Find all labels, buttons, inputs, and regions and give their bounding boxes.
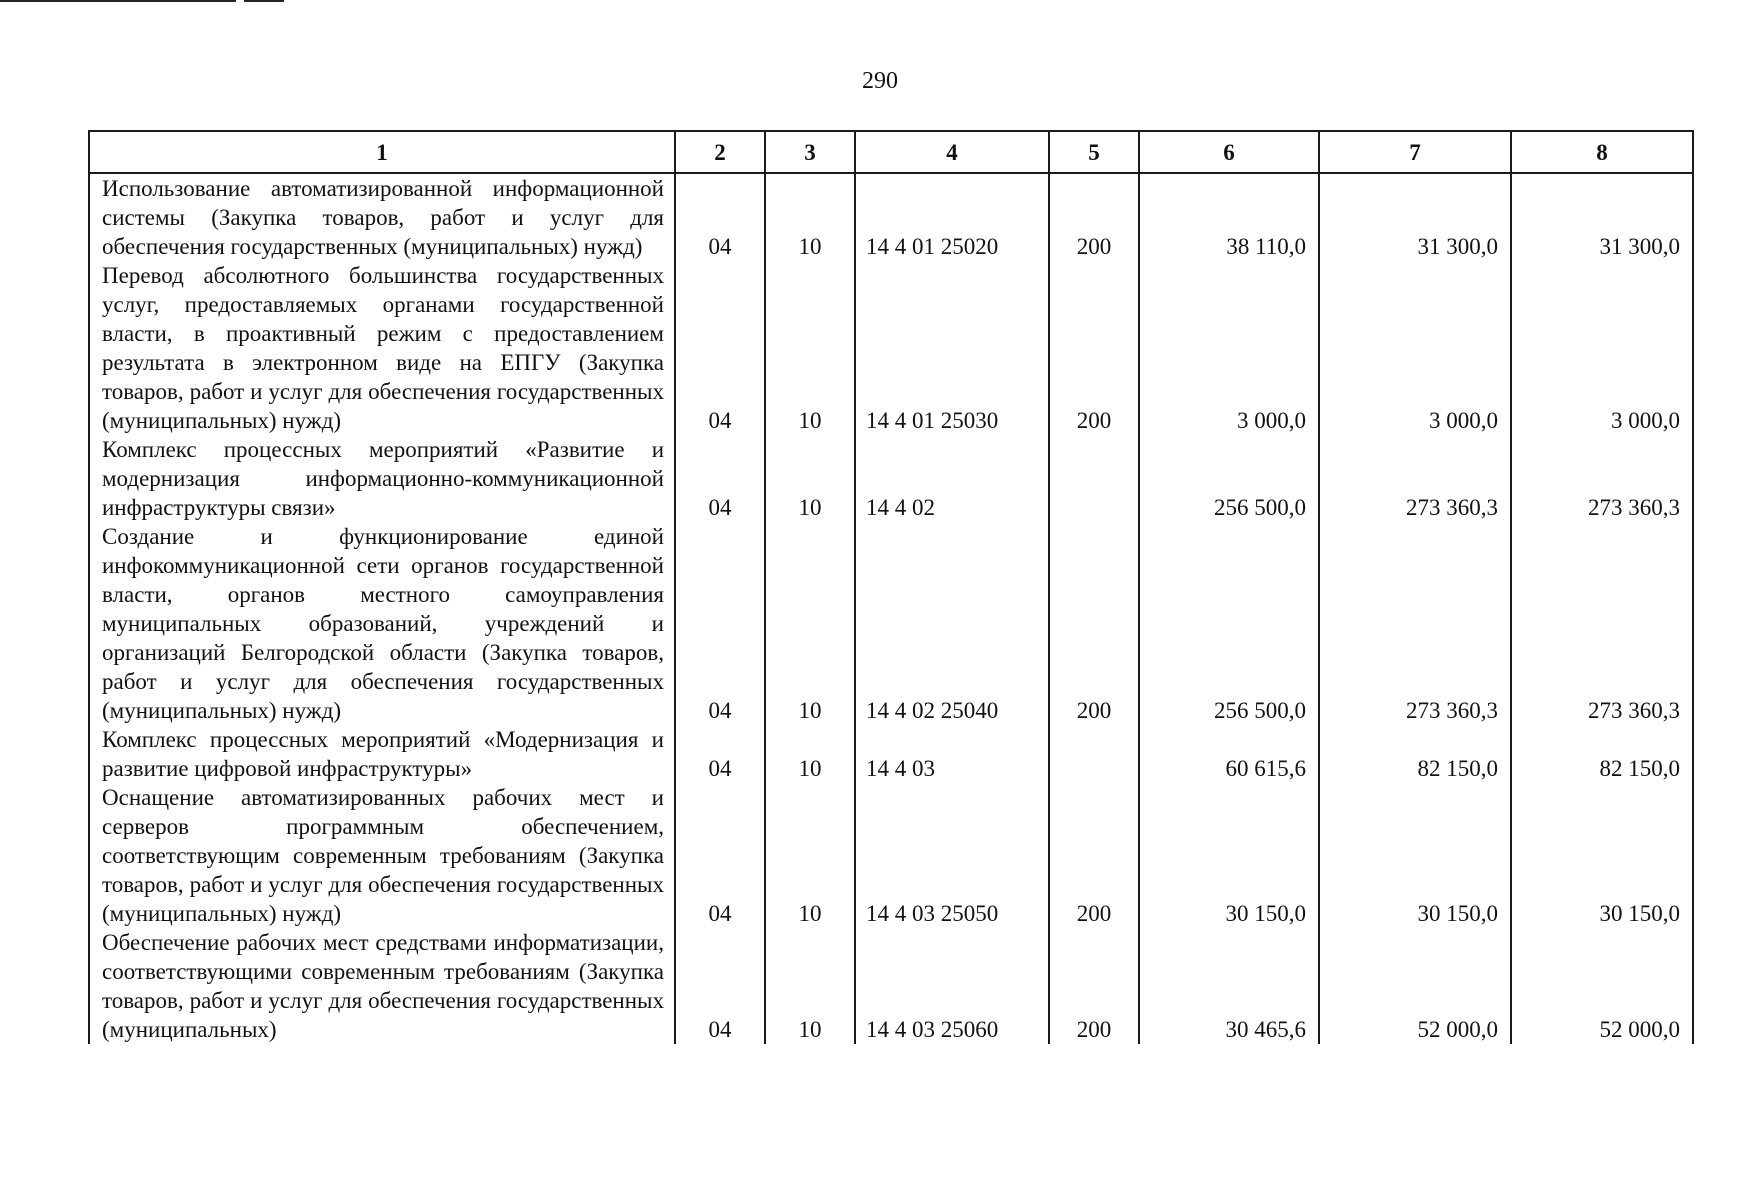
scan-edge-mark — [0, 0, 236, 2]
cell-subsection: 10 — [765, 261, 855, 435]
cell-amount-col7: 3 000,0 — [1319, 261, 1511, 435]
table-row — [89, 173, 1693, 261]
cell-amount-col6: 60 615,6 — [1139, 725, 1319, 783]
cell-subsection: 10 — [765, 173, 855, 261]
budget-table — [88, 130, 1694, 1044]
header-row — [89, 131, 1693, 173]
cell-expense-type: 200 — [1049, 522, 1139, 725]
cell-target-article: 14 4 02 25040 — [855, 522, 1049, 725]
cell-amount-col8: 30 150,0 — [1511, 783, 1693, 928]
cell-amount-col6: 30 465,6 — [1139, 928, 1319, 1044]
table-row — [89, 522, 1693, 725]
cell-amount-col7: 52 000,0 — [1319, 928, 1511, 1044]
cell-amount-col8: 3 000,0 — [1511, 261, 1693, 435]
cell-section: 04 — [675, 928, 765, 1044]
cell-target-article: 14 4 01 25030 — [855, 261, 1049, 435]
column-header-7: 7 — [1319, 131, 1511, 173]
table-row — [89, 783, 1693, 928]
cell-expense-type: 200 — [1049, 173, 1139, 261]
cell-subsection: 10 — [765, 928, 855, 1044]
cell-expense-type: 200 — [1049, 261, 1139, 435]
column-header-2: 2 — [675, 131, 765, 173]
cell-section: 04 — [675, 783, 765, 928]
cell-section: 04 — [675, 261, 765, 435]
row-description: Комплекс процессных мероприятий «Модернизация и развитие цифровой инфраструктуры» — [89, 725, 675, 783]
cell-amount-col7: 273 360,3 — [1319, 522, 1511, 725]
table-body — [89, 173, 1693, 1044]
cell-expense-type — [1049, 435, 1139, 522]
column-header-8: 8 — [1511, 131, 1693, 173]
cell-amount-col8: 52 000,0 — [1511, 928, 1693, 1044]
scan-edge-mark — [244, 0, 284, 2]
cell-amount-col6: 38 110,0 — [1139, 173, 1319, 261]
cell-amount-col6: 256 500,0 — [1139, 435, 1319, 522]
column-header-1: 1 — [89, 131, 675, 173]
column-header-3: 3 — [765, 131, 855, 173]
cell-amount-col6: 3 000,0 — [1139, 261, 1319, 435]
row-description: Оснащение автоматизированных рабочих мест и серверов программным обеспечением, соответствующим современным требованиям (Закупка товаров, работ и услуг для обеспечения государственных (муниципальных) нужд) — [89, 783, 675, 928]
cell-target-article: 14 4 03 25060 — [855, 928, 1049, 1044]
cell-expense-type — [1049, 725, 1139, 783]
cell-subsection: 10 — [765, 783, 855, 928]
cell-target-article: 14 4 02 — [855, 435, 1049, 522]
table-row — [89, 261, 1693, 435]
cell-amount-col6: 30 150,0 — [1139, 783, 1319, 928]
cell-amount-col7: 273 360,3 — [1319, 435, 1511, 522]
cell-expense-type: 200 — [1049, 928, 1139, 1044]
cell-subsection: 10 — [765, 725, 855, 783]
cell-amount-col7: 30 150,0 — [1319, 783, 1511, 928]
cell-subsection: 10 — [765, 522, 855, 725]
cell-target-article: 14 4 01 25020 — [855, 173, 1049, 261]
table-header — [89, 131, 1693, 173]
column-header-5: 5 — [1049, 131, 1139, 173]
cell-amount-col7: 31 300,0 — [1319, 173, 1511, 261]
table-row — [89, 725, 1693, 783]
table-row — [89, 435, 1693, 522]
cell-amount-col8: 82 150,0 — [1511, 725, 1693, 783]
cell-target-article: 14 4 03 25050 — [855, 783, 1049, 928]
cell-amount-col8: 31 300,0 — [1511, 173, 1693, 261]
row-description: Перевод абсолютного большинства государственных услуг, предоставляемых органами государственной власти, в проактивный режим с предоставлением результата в электронном виде на ЕПГУ (Закупка товаров, работ и услуг для обеспечения государственных (муниципальных) нужд) — [89, 261, 675, 435]
row-description: Создание и функционирование единой инфокоммуникационной сети органов государственной власти, органов местного самоуправления муниципальных образований, учреждений и организаций Белгородской области (Закупка товаров, работ и услуг для обеспечения государственных (муниципальных) нужд) — [89, 522, 675, 725]
row-description: Использование автоматизированной информационной системы (Закупка товаров, работ и услуг для обеспечения государственных (муниципальных) нужд) — [89, 173, 675, 261]
cell-amount-col8: 273 360,3 — [1511, 435, 1693, 522]
column-header-4: 4 — [855, 131, 1049, 173]
cell-subsection: 10 — [765, 435, 855, 522]
cell-section: 04 — [675, 522, 765, 725]
column-header-6: 6 — [1139, 131, 1319, 173]
cell-amount-col8: 273 360,3 — [1511, 522, 1693, 725]
page-number: 290 — [862, 68, 898, 94]
cell-amount-col7: 82 150,0 — [1319, 725, 1511, 783]
cell-section: 04 — [675, 725, 765, 783]
row-description: Комплекс процессных мероприятий «Развитие и модернизация информационно-коммуникационной инфраструктуры связи» — [89, 435, 675, 522]
table-row — [89, 928, 1693, 1044]
row-description: Обеспечение рабочих мест средствами информатизации, соответствующими современным требованиям (Закупка товаров, работ и услуг для обеспечения государственных (муниципальных) — [89, 928, 675, 1044]
cell-target-article: 14 4 03 — [855, 725, 1049, 783]
cell-section: 04 — [675, 173, 765, 261]
cell-amount-col6: 256 500,0 — [1139, 522, 1319, 725]
cell-section: 04 — [675, 435, 765, 522]
cell-expense-type: 200 — [1049, 783, 1139, 928]
